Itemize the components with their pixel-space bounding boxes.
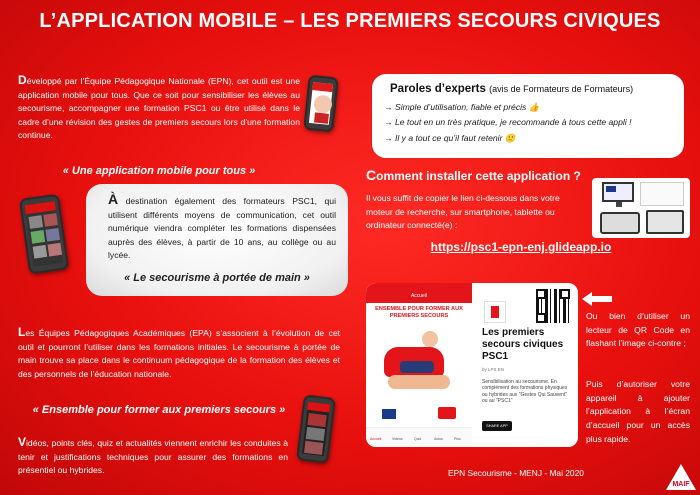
app-banner: ENSEMBLE POUR FORMER AUX PREMIERS SECOURS [375,306,463,319]
app-header-title: Accueil [410,293,428,299]
page-title: L’APPLICATION MOBILE – LES PREMIERS SECOURS CIVIQUES [39,10,661,32]
install-title: Comment installer cette application ? [366,167,581,183]
footer-credit: EPN Secourisme - MENJ - Mai 2020 [448,468,584,478]
slogan-together: « Ensemble pour former aux premiers secours » [32,404,286,416]
arrow-left-icon [582,292,612,306]
app-url-link[interactable]: https://psc1-epn-enj.glideapp.io [430,240,612,254]
svg-text:MAIF: MAIF [672,481,690,488]
share-app-button[interactable]: SHARE APP [482,421,512,431]
trainers-paragraph: À destination également des formateurs PSC1, qui utilisent différents moyens de communication, cet outil numérique viendra compléter les formations dispensées auprès des élèves, à partir de 10 ans, au collège ou au lycée. [108,191,336,261]
trainers-box [86,184,348,296]
app-nav-item[interactable]: Quiz [414,437,422,441]
app-logo-icon [484,301,506,323]
experts-title: Paroles d’experts (avis de Formateurs de Formateurs) [390,83,634,95]
app-description: Sensibilisation au secourisme. En complément des formations physiques ou hybrides aux "Gestes Qui Sauvent" ou au "PSC1" [482,379,568,405]
videos-paragraph: Vidéos, points clés, quiz et actualités viennent enrichir les conduites à tenir et justifications techniques pour assurer des formations en présentiel ou hybrides. [18,435,288,476]
expert-quote: → Le tout en un très pratique, je recommande à tous cette appli ! [384,117,632,127]
app-screenshot [366,283,578,447]
app-nav-item[interactable]: Accueil [370,437,382,441]
add-to-home-instructions: Puis d’autoriser votre appareil à ajouter l’application à l’écran d’accueil pour un accès plus rapide. [586,379,690,444]
phone-mockup-videos [296,394,336,463]
slogan-mobile-for-all: « Une application mobile pour tous » [62,165,256,177]
app-nav-item[interactable]: Plus [454,437,461,441]
qr-code[interactable] [536,289,570,323]
install-text: Il vous suffit de copier le lien ci-dessous dans votre moteur de recherche, sur smartphone, tablette ou ordinateur connecté(e) : [366,193,560,231]
epa-paragraph: Les Équipes Pédagogiques Académiques (EPA) s’associent à l’évolution de cet outil et pourront l’utiliser dans les formations initiales. Le secourisme à portée de main trouve sa place dans le continuum pédagogique de la formation des élèves et des personnels de l’éducation nationale. [18,325,340,379]
devices-illustration [592,178,690,238]
intro-paragraph: Développé par l’Équipe Pédagogique Nationale (EPN), cet outil est une application mobile pour tous. Que ce soit pour sensibiliser les élèves au secourisme, accompagner une formation PSC1 ou être utilisé dans le cadre d’une révision des gestes de premiers secours lors d’une formation continue. [18,73,300,141]
phone-mockup-trainers [19,194,69,275]
app-title: Les premiers secours civiques PSC1 [482,327,564,362]
app-author: by LPS EN [482,367,505,372]
slogan-within-reach: « Le secourisme à portée de main » [124,272,310,284]
phone-mockup-intro [303,75,339,133]
maif-logo [664,462,698,492]
expert-quote: → Il y a tout ce qu’il faut retenir 🙂 [384,133,516,143]
app-nav-item[interactable]: Vidéos [392,437,403,441]
qr-instructions: Ou bien d’utiliser un lecteur de QR Code en flashant l’image ci-contre ; [586,311,690,349]
expert-quote: → Simple d’utilisation, fiable et précis 👍 [384,102,540,112]
app-nav-item[interactable]: Actus [434,437,443,441]
experts-box [372,74,684,158]
